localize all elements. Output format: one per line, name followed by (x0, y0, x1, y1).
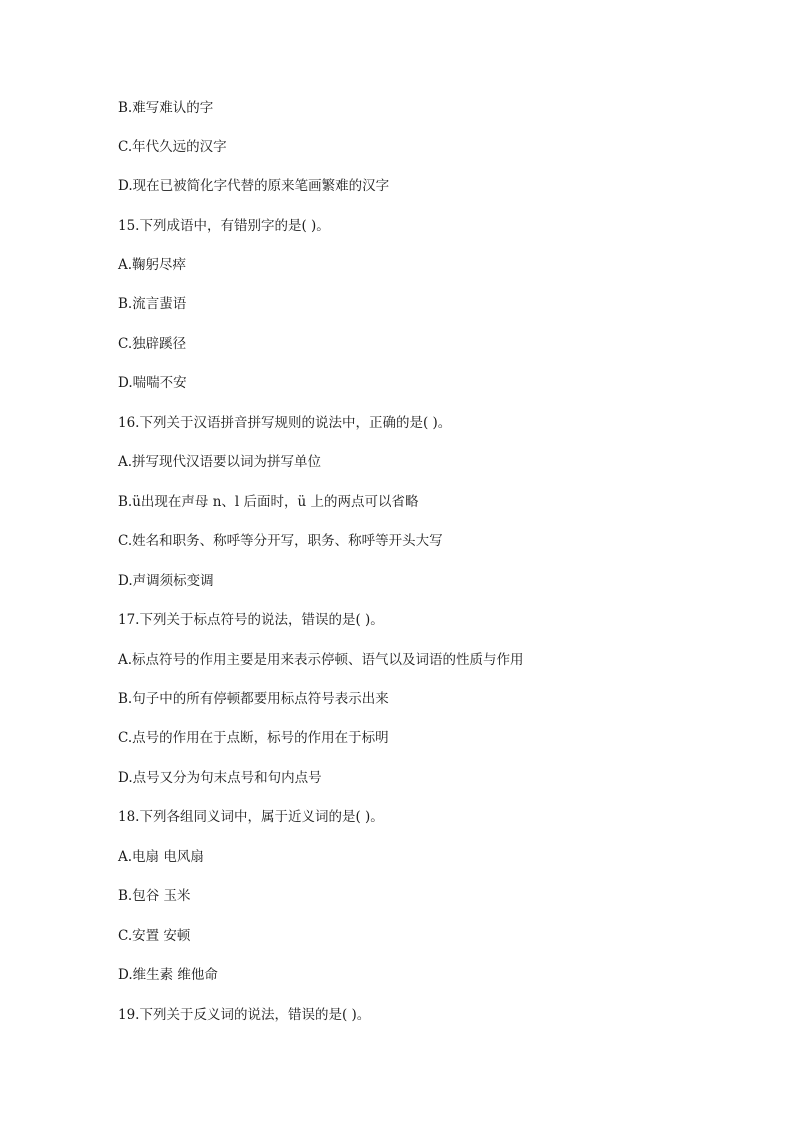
option-a-q18: A.电扇 电风扇 (118, 849, 204, 865)
option-b-q15: B.流言蜚语 (118, 296, 187, 312)
question-19: 19.下列关于反义词的说法，错误的是( )。 (118, 1007, 371, 1023)
question-18: 18.下列各组同义词中，属于近义词的是( )。 (118, 809, 384, 825)
option-c-q15: C.独辟蹊径 (118, 336, 187, 352)
option-c-q18: C.安置 安顿 (118, 928, 191, 944)
question-15: 15.下列成语中，有错别字的是( )。 (118, 218, 330, 234)
option-c-q14: C.年代久远的汉字 (118, 139, 227, 155)
option-d-q17: D.点号又分为句末点号和句内点号 (118, 770, 322, 786)
option-c-q16: C.姓名和职务、称呼等分开写，职务、称呼等开头大写 (118, 533, 443, 549)
option-d-q14: D.现在已被简化字代替的原来笔画繁难的汉字 (118, 178, 390, 194)
option-d-q16: D.声调须标变调 (118, 573, 214, 589)
option-b-q17: B.句子中的所有停顿都要用标点符号表示出来 (118, 691, 389, 707)
option-d-q18: D.维生素 维他命 (118, 967, 218, 983)
option-d-q15: D.喘喘不安 (118, 375, 187, 391)
question-16: 16.下列关于汉语拼音拼写规则的说法中，正确的是( )。 (118, 415, 452, 431)
option-a-q17: A.标点符号的作用主要是用来表示停顿、语气以及词语的性质与作用 (118, 652, 524, 668)
option-b-q14: B.难写难认的字 (118, 100, 214, 116)
option-b-q16: B.ü出现在声母 n、l 后面时，ü 上的两点可以省略 (118, 494, 419, 510)
option-c-q17: C.点号的作用在于点断，标号的作用在于标明 (118, 730, 389, 746)
option-b-q18: B.包谷 玉米 (118, 888, 191, 904)
question-17: 17.下列关于标点符号的说法，错误的是( )。 (118, 612, 384, 628)
option-a-q16: A.拼写现代汉语要以词为拼写单位 (118, 454, 322, 470)
option-a-q15: A.鞠躬尽瘁 (118, 257, 187, 273)
